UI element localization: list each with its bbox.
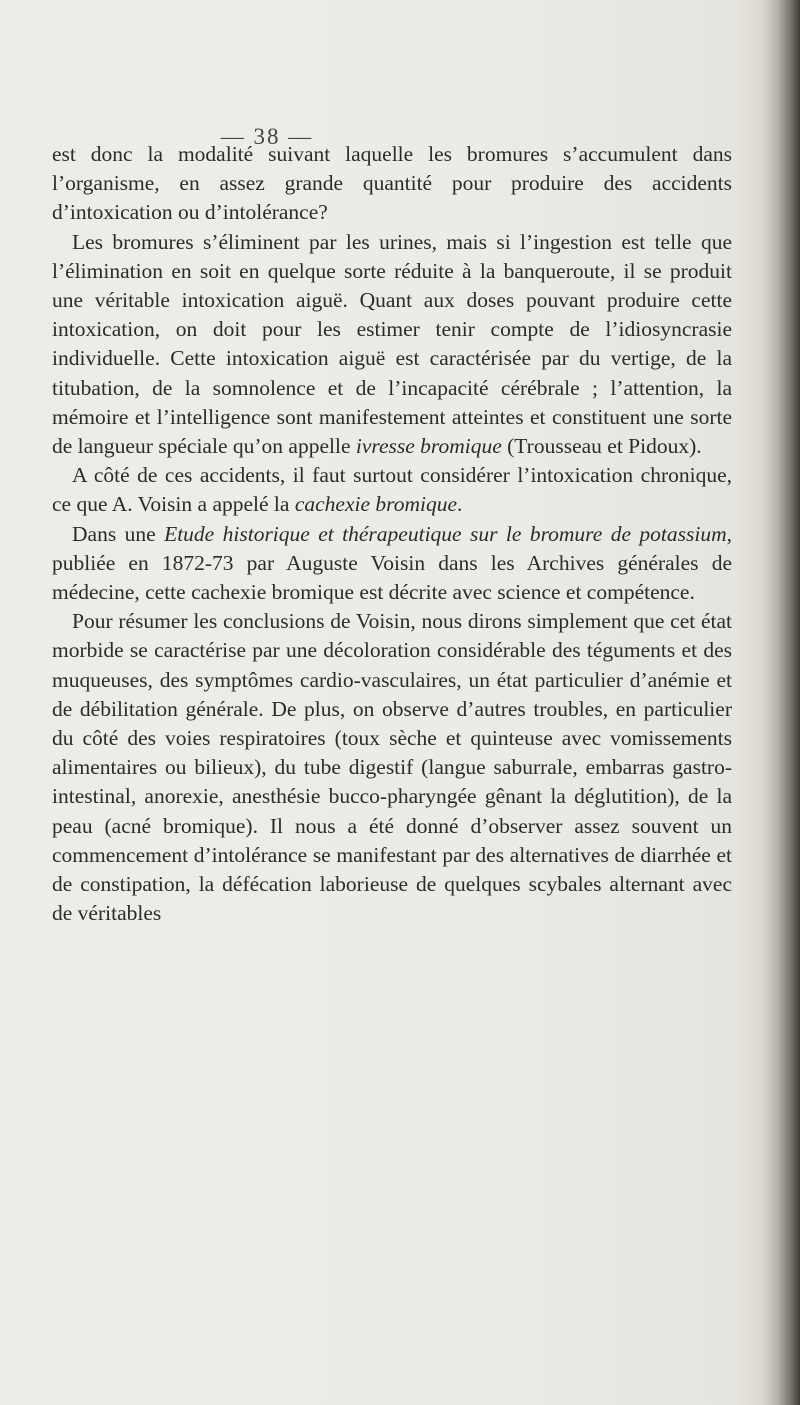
text-run: . — [457, 492, 463, 517]
italic-text: Etude historique et thérapeutique sur le bromure de potassium — [164, 521, 727, 546]
text-run: est donc la modalité suivant laquelle les bromures s’accumulent dans l’organisme, en assez grande quantité pour produire des accidents d’intoxication ou d’intolérance? — [52, 142, 732, 225]
text-run: Les bromures s’éliminent par les urines, mais si l’ingestion est telle que l’élimination en soit en quelque sorte réduite à la banqueroute, il se produit une véritable intoxication aiguë. Quant aux doses pouvant produire cette intoxication, on doit pour les estimer tenir compte de l’idiosyncrasie individuelle. Cette intoxication aiguë est caractérisée par du vertige, de la titubation, de la somnolence et de l’incapacité cérébrale ; l’attention, la mémoire et l’intelligence sont manifestement atteintes et constituent une sorte de langueur spéciale qu’on appelle — [52, 229, 732, 459]
paragraph-p5 — [52, 607, 732, 928]
italic-text: cachexie bromique — [294, 492, 457, 517]
italic-text: ivresse bromique — [355, 434, 502, 459]
text-run: (Trousseau et Pidoux). — [501, 434, 702, 459]
text-run: Dans une — [72, 521, 165, 546]
text-run: Pour résumer les conclusions de Voisin, nous dirons simplement que cet état morbide se caractérise par une décoloration considérable des téguments et des muqueuses, des symptômes cardio-vasculaires, un état particulier d’anémie et de débilitation générale. De plus, on observe d’autres troubles, en particulier du côté des voies respiratoires (toux sèche et quinteuse avec vomissements alimentaires ou bilieux), du tube digestif (langue saburrale, embarras gastro-intestinal, anorexie, anesthésie bucco-pharyngée gênant la déglutition), de la peau (acné bromique). Il nous a été donné d’observer assez souvent un commencement d’intolérance se manifestant par des alternatives de diarrhée et de constipation, la défécation laborieuse de quelques scybales alternant avec de véritables — [52, 609, 732, 926]
text-run: , publiée en 1872-73 par Auguste Voisin dans les Archives générales de médecine, cette cachexie bromique est décrite avec science et compétence. — [52, 521, 732, 605]
paragraph-p2 — [52, 228, 732, 462]
page-number: — 38 — — [220, 124, 314, 149]
text-run: A côté de ces accidents, il faut surtout considérer l’intoxication chronique, ce que A. Voisin a appelé la — [52, 463, 732, 517]
paragraph-p1 — [52, 140, 732, 228]
page-binding-edge — [760, 0, 800, 1405]
paragraph-p3 — [52, 461, 732, 519]
paragraph-p4 — [52, 520, 732, 608]
body-text — [52, 140, 732, 928]
